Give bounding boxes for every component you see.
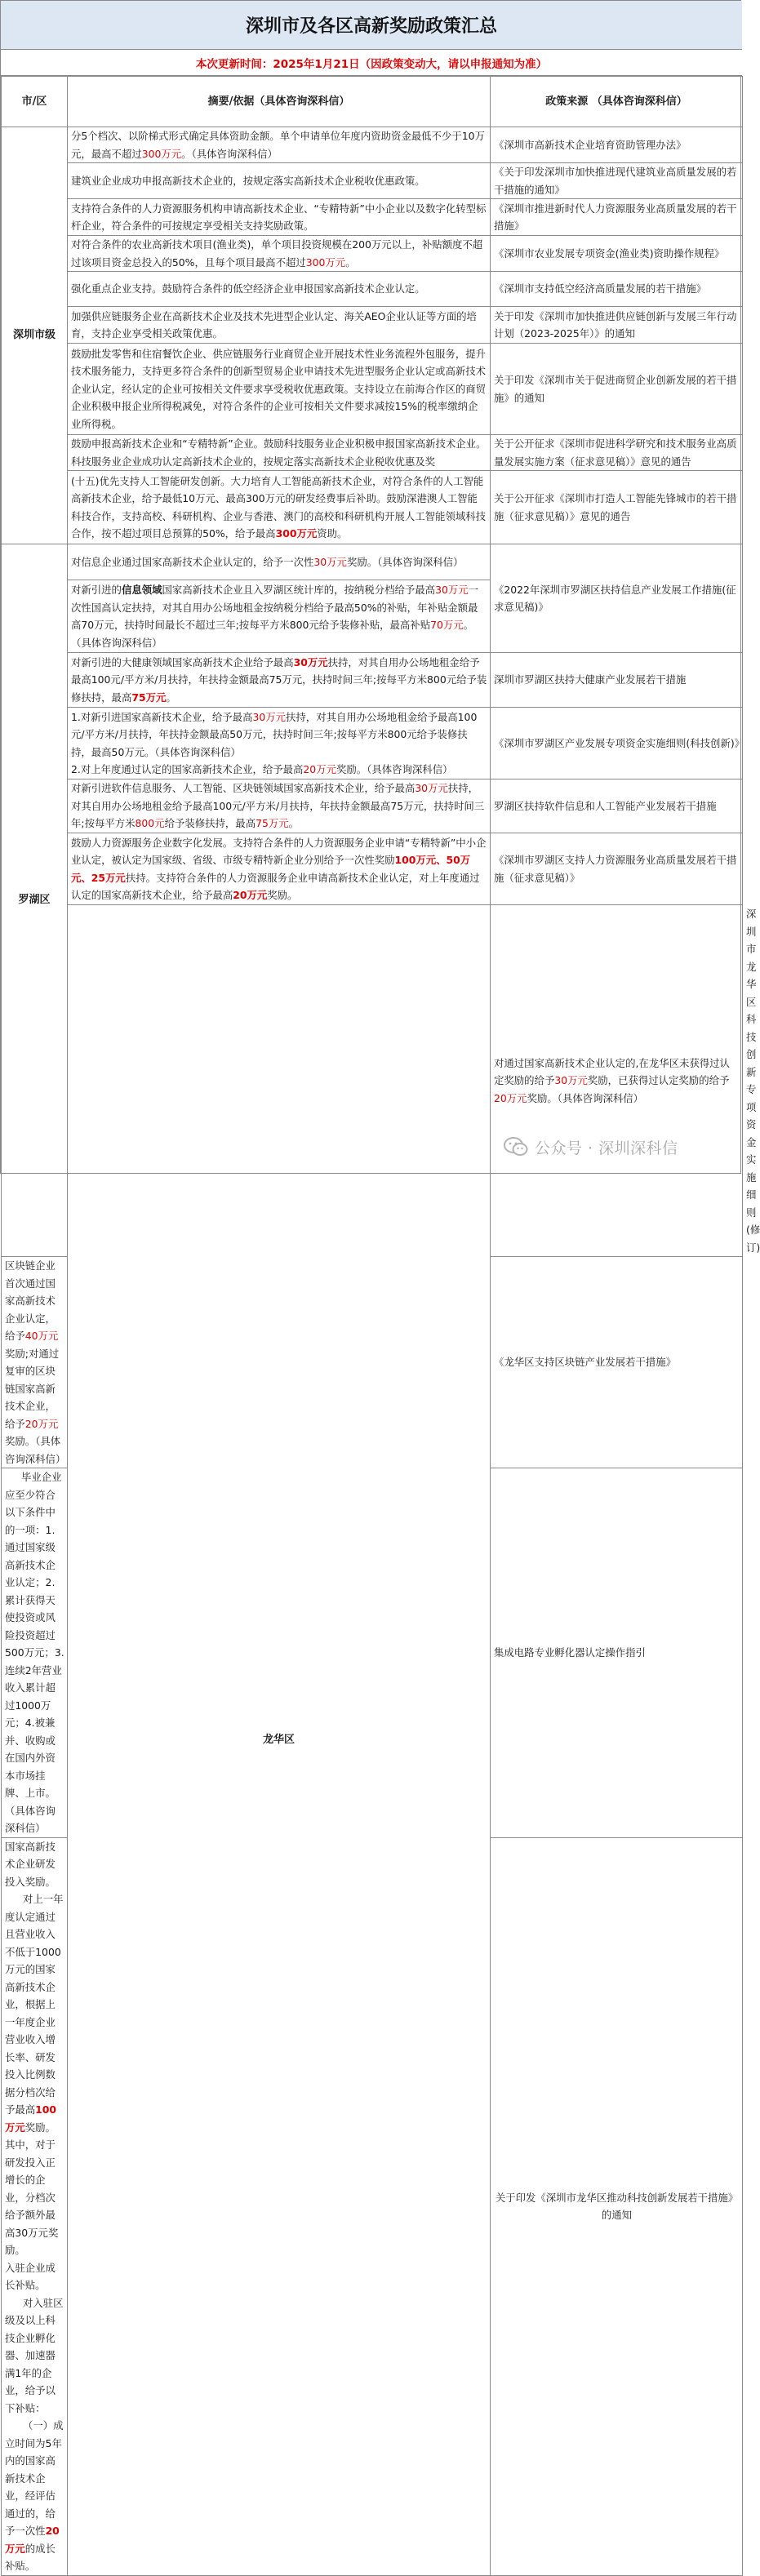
table-row bbox=[2, 163, 743, 199]
summary-cell: 鼓励人力资源服务企业数字化发展。支持符合条件的人力资源服务企业申请“专精特新”中小企业认定，被认定为国家级、省级、市级专精特新企业分别给予一次性奖励100万元、50万元、25万元扶持。支持符合条件的人力资源服务企业申请高新技术企业认定，对上年度通过认定的国家高新技术企业，给予最高20万元奖励。 bbox=[68, 833, 491, 905]
wechat-icon bbox=[504, 1136, 528, 1157]
update-notice: 本次更新时间：2025年1月21日（因政策变动大，请以申报通知为准） bbox=[1, 50, 742, 76]
table-row bbox=[2, 779, 743, 833]
table-row bbox=[2, 471, 743, 544]
header-source: 政策来源 （具体咨询深科信） bbox=[491, 77, 743, 127]
summary-cell: 区块链企业首次通过国家高新技术企业认定，给予40万元奖励;对通过复审的区块链国家高新技术企业，给予20万元奖励。（具体咨询深科信） bbox=[2, 1257, 68, 1468]
source-cell: 《深圳市罗湖区产业发展专项资金实施细则(科技创新)》 bbox=[491, 708, 743, 779]
summary-cell: 对通过国家高新技术企业认定的,在龙华区未获得过认定奖励的给予30万元奖励，已获得过认定奖励的给予20万元奖励。（具体咨询深科信） bbox=[491, 905, 743, 1257]
header-row bbox=[2, 77, 743, 127]
summary-cell: 分5个档次、以阶梯式形式确定具体资助金额。单个申请单位年度内资助资金最低不少于10万元，最高不超过300万元。（具体咨询深科信） bbox=[68, 127, 491, 163]
source-cell: 集成电路专业孵化器认定操作指引 bbox=[491, 1468, 743, 1838]
summary-cell: 支持符合条件的人力资源服务机构申请高新技术企业、“专精特新”中小企业以及数字化转型标杆企业，符合条件的可按规定享受相关支持奖励政策。 bbox=[68, 199, 491, 236]
table-row: 龙华区 对通过国家高新技术企业认定的,在龙华区未获得过认定奖励的给予30万元奖励，已获得过认定奖励的给予20万元奖励。（具体咨询深科信） 深圳市龙华区科技创新专项资金实施细则(修订) bbox=[2, 905, 743, 1257]
table-row bbox=[2, 544, 743, 580]
source-cell: 《深圳市推进新时代人力资源服务业高质量发展的若干措施》 bbox=[491, 199, 743, 236]
table-row bbox=[2, 708, 743, 779]
source-cell: 关于印发《深圳市关于促进商贸企业创新发展的若干措施》的通知 bbox=[491, 344, 743, 435]
page-title: 深圳市及各区高新奖励政策汇总 bbox=[1, 1, 742, 50]
source-cell: 关于公开征求《深圳市打造人工智能先锋城市的若干措施（征求意见稿）》意见的通告 bbox=[491, 471, 743, 544]
summary-cell: 建筑业企业成功申报高新技术企业的，按规定落实高新技术企业税收优惠政策。 bbox=[68, 163, 491, 199]
table-row bbox=[2, 833, 743, 905]
summary-cell: 对信息企业通过国家高新技术企业认定的，给予一次性30万元奖励。（具体咨询深科信） bbox=[68, 544, 491, 580]
summary-cell: 强化重点企业支持。鼓励符合条件的低空经济企业申报国家高新技术企业认定。 bbox=[68, 272, 491, 307]
summary-cell: 毕业企业应至少符合以下条件中的一项：1.通过国家级高新技术企业认定；2.累计获得天使投资或风险投资超过500万元；3.连续2年营业收入累计超过1000万元；4.被兼并、收购或在国内外资本市场挂牌、上市。（具体咨询深科信） bbox=[2, 1468, 68, 1838]
watermark-text: 公众号 · 深圳深科信 bbox=[535, 1139, 678, 1157]
region-longhua: 龙华区 bbox=[68, 905, 491, 2576]
source-cell: 关于印发《深圳市加快推进供应链创新与发展三年行动计划（2023-2025年）》的通知 bbox=[491, 307, 743, 344]
summary-cell: 对新引进的信息领域国家高新技术企业且入罗湖区统计库的，按纳税分档给予最高30万元一次性国高认定扶持，对其自用办公场地租金按纳税分档给予最高50%的补贴，年补贴金额最高70万元，扶持时间最长不超过三年;按每平方米800元给予装修补贴，最高补贴70万元。（具体咨询深科信） bbox=[68, 580, 491, 653]
summary-cell: 1.对新引进国家高新技术企业，给予最高30万元扶持，对其自用办公场地租金给予最高100元/平方米/月扶持，年扶持金额最高50万元，扶持时间三年;按每平方米800元给予装修扶持，最高50万元。（具体咨询深科信） 2.对上年度通过认定的国家高新技术企业，给予最高20万元奖励。（具体咨询深科信） bbox=[68, 708, 491, 779]
header-summary: 摘要/依据（具体咨询深科信） bbox=[68, 77, 491, 127]
source-cell: 《2022年深圳市罗湖区扶持信息产业发展工作措施(征求意见稿)》 bbox=[491, 544, 743, 653]
watermark bbox=[504, 1132, 732, 1161]
source-cell: 关于公开征求《深圳市促进科学研究和技术服务业高质量发展实施方案（征求意见稿）》意见的通告 bbox=[491, 435, 743, 471]
table-row bbox=[2, 653, 743, 708]
source-cell: 深圳市罗湖区扶持大健康产业发展若干措施 bbox=[491, 653, 743, 708]
table-row bbox=[2, 344, 743, 435]
summary-cell: 国家高新技术企业研发投入奖励。 对上一年度认定通过且营业收入不低于1000万元的国家高新技术企业，根据上一年度企业营业收入增长率、研发投入比例数据分档次给予最高100万元奖励。其中，对于研发投入正增长的企业，分档次给予额外最高30万元奖励。 入驻企业成长补贴。 对入驻区级及以上科技企业孵化器、加速器满1年的企业，给予以下补贴： （一）成立时间为5年内的国家高新技术企业，经评估通过的，给予一次性20万元的成长补贴。 bbox=[2, 1837, 68, 2575]
source-cell: 《深圳市支持低空经济高质量发展的若干措施》 bbox=[491, 272, 743, 307]
summary-cell: 对新引进的大健康领域国家高新技术企业给予最高30万元扶持，对其自用办公场地租金给予最高100元/平方米/月扶持，年扶持金额最高75万元，扶持时间三年;按每平方米800元给予装修扶持，最高75万元。 bbox=[68, 653, 491, 708]
header-region: 市/区 bbox=[2, 77, 68, 127]
source-cell: 罗湖区扶持软件信息和人工智能产业发展若干措施 bbox=[491, 779, 743, 833]
summary-cell: 对符合条件的农业高新技术项目(渔业类)，单个项目投资规模在200万元以上，补贴额度不超过该项目资金总投入的50%，且每个项目最高不超过300万元。 bbox=[68, 236, 491, 272]
source-cell: 《深圳市罗湖区支持人力资源服务业高质量发展若干措施（征求意见稿）》 bbox=[491, 833, 743, 905]
region-luohu: 罗湖区 bbox=[2, 544, 68, 1257]
table-row bbox=[2, 435, 743, 471]
summary-cell: (十五)优先支持人工智能研发创新。大力培育人工智能高新技术企业，对符合条件的人工智能高新技术企业，给予最低10万元、最高300万元的研发经费事后补助。鼓励深港澳人工智能科技合作，支持高校、科研机构、企业与香港、澳门的高校和科研机构开展人工智能领域科技合作，按不超过项目总预算的50%，给予最高300万元资助。 bbox=[68, 471, 491, 544]
summary-cell: 加强供应链服务企业在高新技术企业及技术先进型企业认定、海关AEO企业认证等方面的培育，支持企业享受相关政策优惠。 bbox=[68, 307, 491, 344]
source-cell: 《龙华区支持区块链产业发展若干措施》 bbox=[491, 1257, 743, 1468]
source-cell: 《深圳市农业发展专项资金(渔业类)资助操作规程》 bbox=[491, 236, 743, 272]
policy-table bbox=[1, 76, 760, 2576]
source-cell: 《关于印发深圳市加快推进现代建筑业高质量发展的若干措施的通知》 bbox=[491, 163, 743, 199]
table-row bbox=[2, 236, 743, 272]
source-cell: 《深圳市高新技术企业培育资助管理办法》 bbox=[491, 127, 743, 163]
summary-cell: 对新引进软件信息服务、人工智能、区块链领域国家高新技术企业，给予最高30万元扶持，对其自用办公场地租金给予最高100元/平方米/月扶持，年扶持金额最高75万元，扶持时间三年;按每平方米800元给予装修扶持，最高75万元。 bbox=[68, 779, 491, 833]
table-row bbox=[2, 199, 743, 236]
summary-cell: 鼓励申报高新技术企业和“专精特新”企业。鼓励科技服务业企业积极申报国家高新技术企业。科技服务业企业成功认定高新技术企业的，按规定落实高新技术企业税收优惠及奖 bbox=[68, 435, 491, 471]
region-shenzhen: 深圳市级 bbox=[2, 127, 68, 544]
table-row bbox=[2, 127, 743, 163]
summary-cell: 鼓励批发零售和住宿餐饮企业、供应链服务行业商贸企业开展技术性业务流程外包服务，提升技术服务能力，支持更多符合条件的创新型贸易企业申请技术先进型服务企业认定或高新技术企业认定，经认定的企业可按相关文件要求享受税收优惠政策。支持设立在前海合作区的商贸企业积极申报企业所得税减免，对符合条件的企业可按相关文件要求减按15%的税率缴纳企业所得税。 bbox=[68, 344, 491, 435]
table-row bbox=[2, 307, 743, 344]
source-cell: 关于印发《深圳市龙华区推动科技创新发展若干措施》的通知 bbox=[491, 1837, 743, 2575]
table-row bbox=[2, 272, 743, 307]
